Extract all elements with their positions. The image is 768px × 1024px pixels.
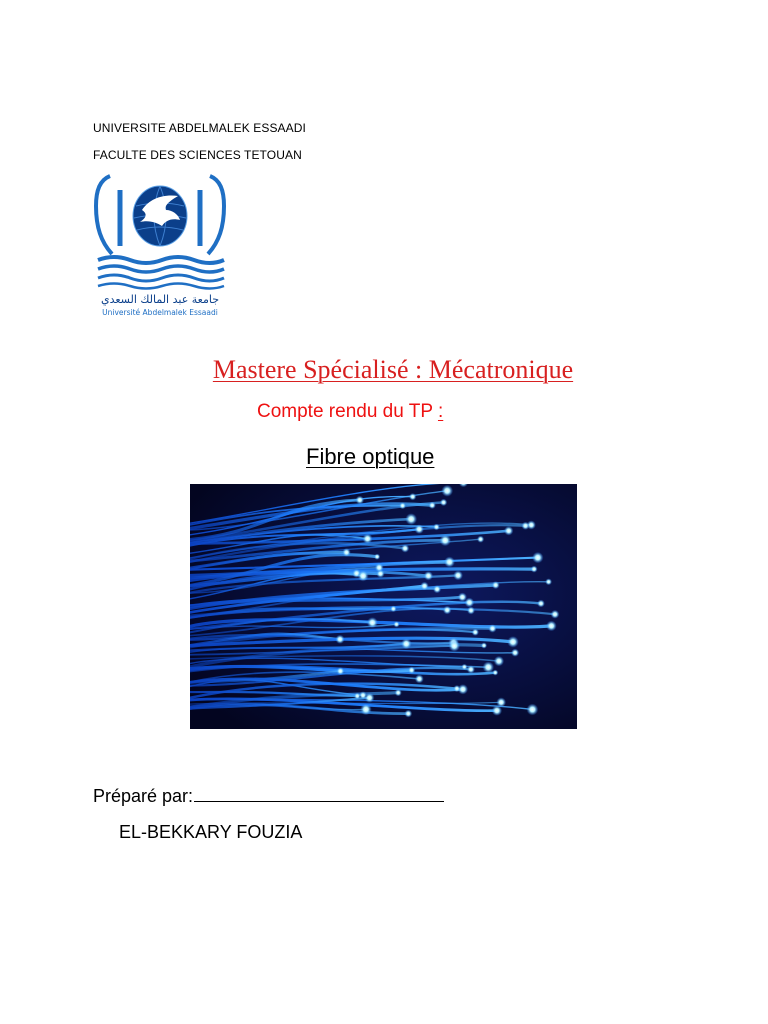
fiber-tip-glow [409, 493, 416, 500]
fiber-tip-glow [439, 535, 451, 547]
fiber-tip-glow [467, 665, 475, 673]
fiber-tip-glow [492, 670, 498, 676]
fiber-tip-glow [414, 524, 424, 534]
fiber-tip-glow [511, 649, 519, 657]
fiber-tip-glow [420, 582, 429, 591]
fiber-tip-glow [440, 499, 447, 506]
fiber-tip-glow [546, 621, 557, 632]
fiber-tip-glow [354, 693, 361, 700]
program-title-suffix: : Mécatronique [415, 355, 574, 384]
fiber-tip-glow [521, 522, 529, 530]
fiber-tip-glow [429, 502, 436, 509]
program-title [0, 355, 768, 385]
fiber-tip-glow [395, 689, 402, 696]
fiber-tip-glow [415, 674, 424, 683]
fiber-tip-glow [399, 502, 406, 509]
author-name: EL-BEKKARY FOUZIA [119, 822, 303, 842]
fiber-tip-glow [404, 710, 412, 718]
fiber-tip-glow [551, 610, 560, 619]
fiber-tip-glow [458, 593, 467, 602]
prepared-by-label: Préparé par: [93, 786, 194, 806]
fiber-tip-glow [441, 485, 453, 497]
faculty-name: FACULTE DES SCIENCES TETOUAN [93, 148, 302, 162]
fiber-tip-glow [360, 704, 372, 716]
prepared-by [93, 783, 444, 807]
fiber-tip-glow [494, 656, 504, 666]
report-subtitle-text: Compte rendu du TP [257, 401, 438, 422]
report-subtitle-colon: : [437, 401, 444, 422]
fiber-tip-glow [545, 578, 552, 585]
fiber-tip-glow [507, 636, 519, 648]
fiber-tip-glow [461, 664, 467, 670]
fiber-tip-glow [527, 704, 539, 716]
fiber-tip-glow [433, 585, 441, 593]
fiber-tip-glow [374, 554, 380, 560]
fiber-tip-glow [444, 557, 455, 568]
fiber-tip-glow [492, 581, 500, 589]
fiber-tip-glow [401, 544, 409, 552]
fiber-tip-glow [393, 621, 399, 627]
fiber-tip-glow [375, 563, 384, 572]
fiber-tip-glow [504, 526, 513, 535]
fiber-optic-image [190, 484, 577, 729]
logo-latin-text: Université Abdelmalek Essaadi [102, 308, 218, 317]
topic-title: Fibre optique [306, 444, 435, 469]
fiber-tip-glow [335, 635, 344, 644]
fiber-tip-glow [356, 496, 365, 505]
fiber-tip-glow [453, 571, 463, 581]
fiber-tip-glow [433, 524, 440, 531]
fiber-tip-glow [342, 548, 351, 557]
fiber-tip-glow [362, 534, 372, 544]
fiber-tip-glow [453, 685, 460, 692]
logo-arabic-text: جامعة عبد المالك السعدي [100, 293, 220, 306]
university-name: UNIVERSITE ABDELMALEK ESSAADI [93, 121, 306, 135]
fiber-tip-glow [477, 536, 484, 543]
fiber-tip-glow [537, 600, 545, 608]
report-subtitle [257, 401, 443, 423]
fiber-tip-glow [443, 606, 452, 615]
fiber-tip-glow [390, 606, 397, 613]
fiber-tip-glow [336, 667, 344, 675]
signature-line [194, 783, 444, 802]
fiber-tip-glow [367, 617, 378, 628]
fiber-tip-glow [401, 638, 412, 649]
fiber-tip-glow [481, 642, 487, 648]
fiber-tip-glow [365, 693, 375, 703]
fiber-tip-glow [405, 513, 417, 525]
fiber-tip-glow [483, 661, 495, 673]
fiber-tip-glow [488, 624, 496, 632]
fiber-tip-glow [449, 640, 461, 652]
fiber-tip-glow [472, 629, 479, 636]
fiber-tip-glow [532, 552, 543, 563]
fiber-tip-glow [531, 566, 538, 573]
fiber-tip-glow [408, 667, 415, 674]
fiber-tip-glow [358, 570, 369, 581]
fiber-tip-glow [496, 697, 506, 707]
program-title-prefix: Mastere Spécialisé [212, 355, 416, 384]
university-logo [92, 172, 228, 318]
fiber-tip-glow [467, 607, 475, 615]
fiber-tip-glow [424, 571, 433, 580]
